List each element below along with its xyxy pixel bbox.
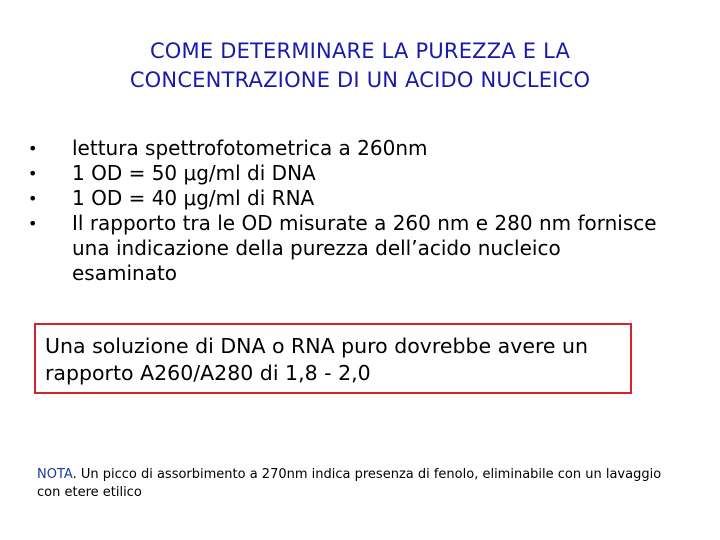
highlight-box-text: Una soluzione di DNA o RNA puro dovrebbe avere un rapporto A260/A280 di 1,8 - 2,0 bbox=[45, 334, 589, 385]
bullet-item bbox=[28, 161, 668, 186]
bullet-marker: • bbox=[28, 164, 38, 183]
bullet-text: 1 OD = 50 μg/ml di DNA bbox=[72, 161, 316, 185]
bullet-marker: • bbox=[28, 214, 38, 233]
bullet-text: lettura spettrofotometrica a 260nm bbox=[72, 136, 428, 160]
bullet-item bbox=[28, 211, 668, 286]
footnote-label: NOTA bbox=[37, 467, 73, 482]
footnote bbox=[37, 466, 677, 502]
highlight-box bbox=[34, 323, 632, 394]
footnote-text: . Un picco di assorbimento a 270nm indica presenza di fenolo, eliminabile con un lavaggio con etere etilico bbox=[37, 467, 662, 500]
bullet-marker: • bbox=[28, 139, 38, 158]
bullet-item bbox=[28, 186, 668, 211]
bullet-text: 1 OD = 40 μg/ml di RNA bbox=[72, 186, 315, 210]
bullet-item bbox=[28, 136, 668, 161]
bullet-list bbox=[28, 136, 668, 286]
slide-title-line-2: CONCENTRAZIONE DI UN ACIDO NUCLEICO bbox=[129, 68, 591, 92]
slide-title-line-1: COME DETERMINARE LA PUREZZA E LA bbox=[149, 39, 571, 63]
bullet-marker: • bbox=[28, 189, 38, 208]
slide-title bbox=[40, 37, 680, 95]
bullet-text: Il rapporto tra le OD misurate a 260 nm e 280 nm fornisce una indicazione della purezza dell’acido nucleico esaminato bbox=[72, 211, 657, 285]
